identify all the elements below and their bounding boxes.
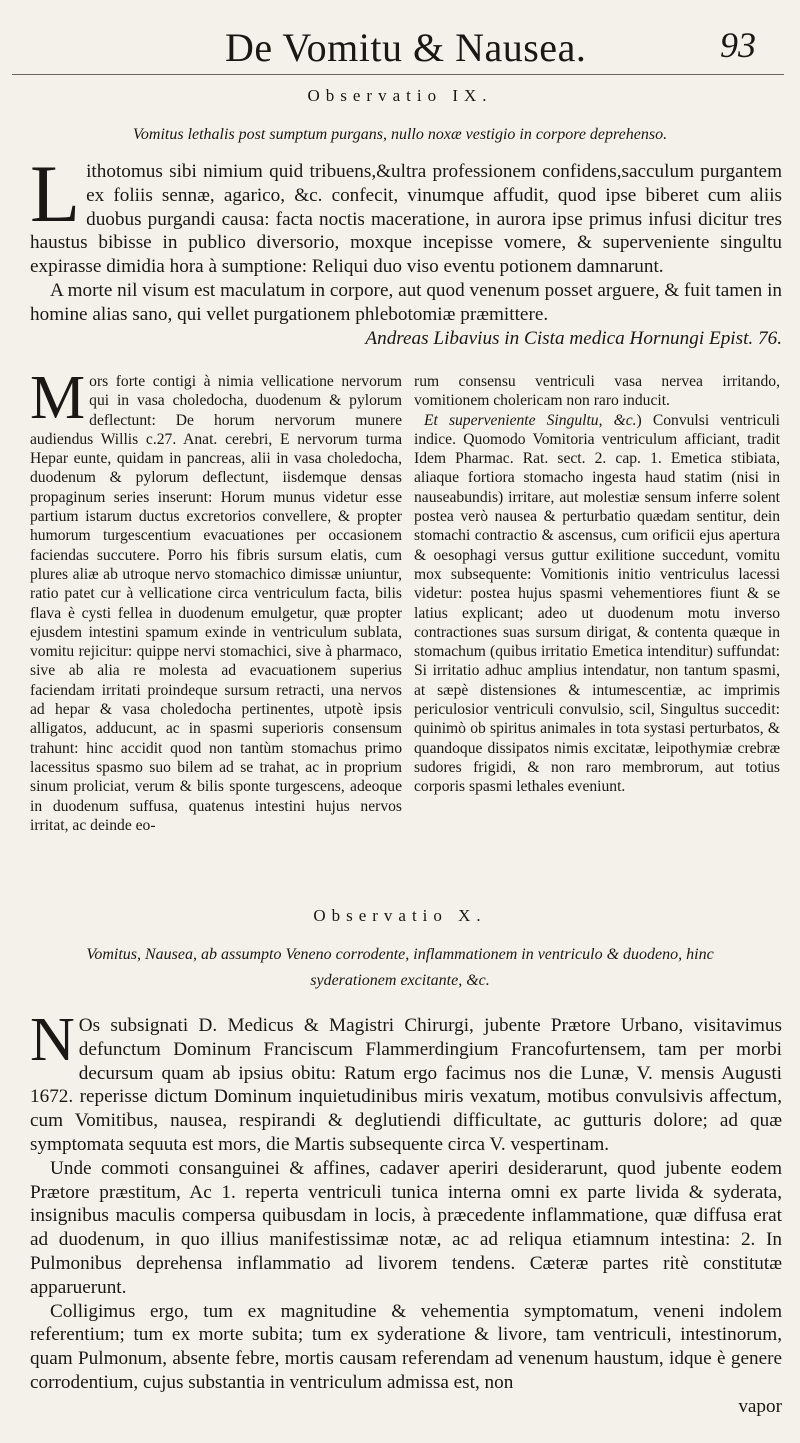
observation-9-body [30, 148, 782, 350]
commentary-right-text-1: rum consensu ventriculi vasa nervea irritando, vomitionem cholericam non raro inducit. [414, 373, 780, 410]
drop-cap-l: L [30, 148, 81, 239]
observation-9-paragraph-2-text: A morte nil visum est maculatum in corpore, aut quod venenum posset arguere, & fuit tamen in homine alias sano, qui vellet purgationem phlebotomiæ præmittere. [30, 279, 782, 325]
observation-9-citation: Andreas Libavius in Cista medica Hornungi Epist. 76. [365, 327, 782, 349]
observation-10-paragraph-1 [30, 1006, 782, 1157]
observation-10-paragraph-2: Unde commoti consanguinei & affines, cadaver aperiri desiderarunt, quod jubente eodem Prætore præstitum, Ac 1. reperta ventriculi tunica interna omni ex parte livida & syderata, insignibus maculis compersa quibusdam in locis, à præcedente inflammatione, quæ diffusa erat ad duodenum, in quo illius manifestissimæ notæ, ac ad reliqua etiamnum intestina: 2. In Pulmonibus deprehensa inflammatio ad livorem tendens. Cæteræ partes ritè constitutæ apparuerunt. [30, 1157, 782, 1298]
observation-9-paragraph-1-text: ithotomus sibi nimium quid tribuens,&ultra professionem confidens,sacculum purgantem ex foliis sennæ, agarico, &c. confecit, vinumque affudit, quod ipse biberet cum aliis duobus purgandi causa: facta noctis maceratione, in aurora ipse primus infusi dicitur tres haustus bibisse in publico diversorio, moxque incepisse vomere, & superveniente singultu expirasse dimidia hora à sumptione: Reliqui duo viso eventu potionem damnarunt. [30, 161, 782, 278]
observation-9-subtitle: Vomitus lethalis post sumptum purgans, nullo noxæ vestigio in corpore deprehenso. [132, 126, 668, 143]
commentary-right-lemma: Et superveniente Singultu, &c. [424, 411, 637, 429]
drop-cap-n: N [30, 1006, 75, 1074]
drop-cap-m: M [30, 364, 86, 432]
observation-10-paragraph-1-text: Os subsignati D. Medicus & Magistri Chirurgi, jubente Prætore Urbano, visitavimus defunctum Dominum Franciscum Flammerdingium Francofurtensem, tam per morbi decursum quam ab ipsius obitu: Ratum ergo facimus nos die Lunæ, V. mensis Augusti 1672. reperisse dictum Dominum inquietudinibus miris vexatum, motibus convulsivis affectum, cum Vomitibus, nausea, respirandi & deglutiendi difficultate, ac gutturis dolore; ad quæ symptomata sequuta est mors, die Martis subsequente circa V. vespertinam. [30, 1015, 782, 1155]
page-number: 93 [720, 25, 756, 65]
running-title: De Vomitu & Nausea. [225, 25, 587, 70]
commentary-right-column [414, 372, 780, 797]
commentary-left-text: ors forte contigi à nimia vellicatione nervorum qui in vasa choledocha, duodenum & pylorum deflectunt: De horum nervorum munere audiendus Willis c.27. Anat. cerebri, E nervorum turma Hepar eunte, quidam in pancreas, alii in vasa choledocha, duodenum & pylorum deflectunt, iisdemque densas propaginum series inserunt: Horum munus videtur esse partium istarum ductus excretorios convellere, & propter humorum turgescentium evacuationes per occasionem faciendas succutere. Porro his fibris sursum elatis, cum plures aliæ ab utroque nervo stomachico dimissæ uniuntur, ratio patet cur à vellicatione circa ventriculum facta, bilis flava è cysti fellea in duodenum emulgetur, quæ propter ejusdem intestini spamum exinde in ventriculum sublata, vomitu rejicitur: quippe nervi stomachici, sive à pharmaco, sive ab alia re molesta ad evacuationem superius faciendam irritati proindeque sursum retracti, una nervos ad hepar & vasa choledocha pertinentes, utpotè ipsis alligatos, adducunt, ac in spasmi superioris consensum trahunt: hinc accidit quod non tantùm stomachus primo lacessitus spasmo suo bilem ad se trahat, ac in proprium sinum proliciat, verum & bilis sponte turgescens, adeoque in duodenum suffusa, quatenus intestini hujus nervos irritat, ac deinde eo- [30, 373, 402, 834]
observation-10-heading: Observatio X. [313, 906, 487, 925]
catchword: vapor [738, 1395, 782, 1417]
commentary-right-text-2: ) Convulsi ventriculi indice. Quomodo Vomitoria ventriculum afficiant, tradit Idem Pharmac. Rat. sect. 2. cap. 1. Emetica stibiata, aliaque fortiora stomacho ingesta haud statim (nisi in nauseabundis) irritare, aut molestiæ sensum inferre solent postea verò nausea & perturbatio quædam sentitur, dein stomachi contractio & ascensus, cum orificii ejus apertura & oesophagi versus guttur exilitione succedunt, vomitu mox subsequente: Vomitionis initio ventriculus lacessi videtur: postea hujus spasmi vehementiores fiunt & se latius explicant; adeo ut duodenum motu inverso contractiones suas sursum dirigat, & contenta quæque in stomachum (quibus irritatio Emetica intenditur) suffundat: Si irritatio adhuc amplius intendatur, non tantum spasmi, at sæpè distensiones & intumescentiæ, ac imprimis periculosior ventriculi convulsio, scil, Singultus succedit: quinimò ob spiritus animales in tota systasi perturbatos, & quandoque dissipatos nimis excitatæ, leipothymiæ crebræ sudores frigidi, & non raro membrorum, aut totius corporis spasmi lethales eveniunt. [414, 411, 780, 796]
commentary-right-paragraph [414, 411, 780, 797]
observation-10-subtitle: Vomitus, Nausea, ab assumpto Veneno corrodente, inflammationem in ventriculo & duodeno, hinc syderationem excitante, &c. [86, 946, 714, 989]
page-header [0, 18, 800, 78]
observation-10-body [30, 1006, 782, 1419]
observation-10-paragraph-3: Colligimus ergo, tum ex magnitudine & vehementia symptomatum, veneni indolem referentium; tum ex morte subita; tum ex syderatione & livore, tam ventriculi, intestinorum, quam Pulmonum, absente febre, mortis causam referendam ad venenum haustum, idque è genere corrodentium, cujus substantia in ventriculum admissa est, non [30, 1300, 782, 1393]
observation-9-paragraph-1 [30, 148, 782, 279]
header-rule [12, 74, 784, 75]
observation-9-heading: Observatio IX. [307, 86, 493, 105]
commentary-left-column [30, 364, 402, 835]
observation-9-paragraph-2 [30, 279, 782, 327]
